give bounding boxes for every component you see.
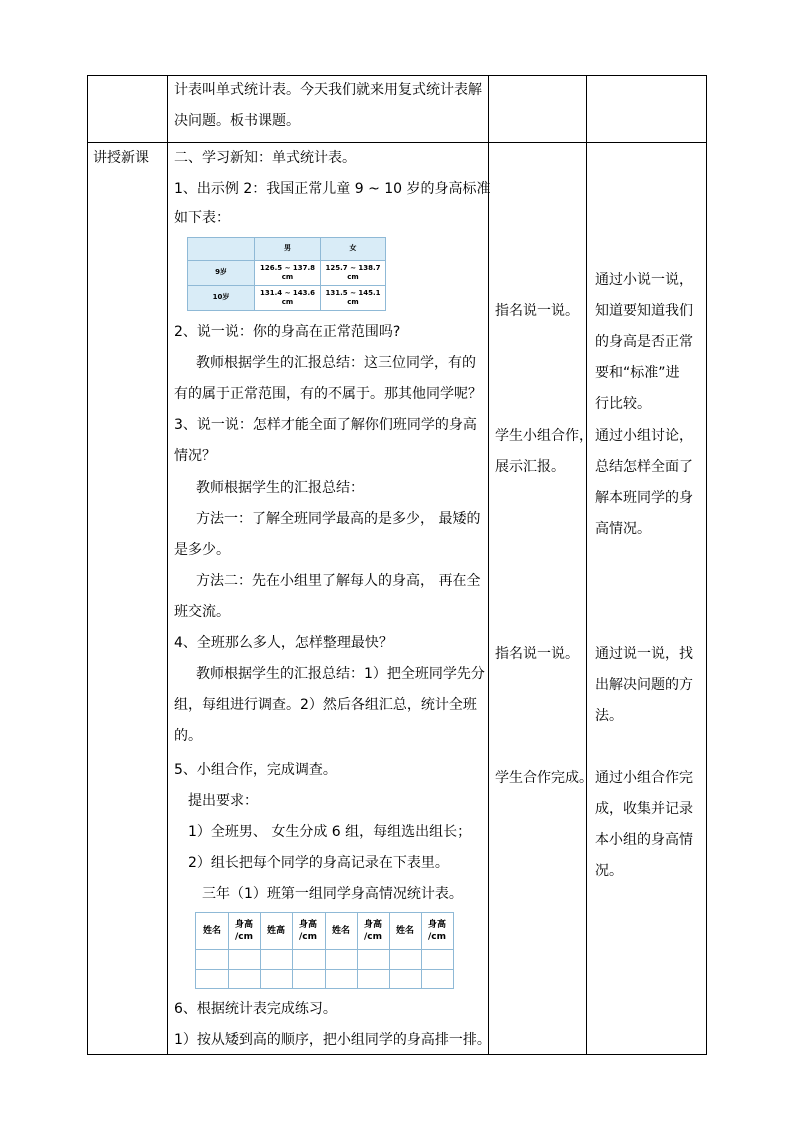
design-intent-i1-line: 通过小说一说， <box>595 272 693 288</box>
grid-line <box>196 949 453 950</box>
student-table-header <box>292 919 324 943</box>
student-table-header <box>325 925 357 937</box>
student-table-header-text: /cm <box>428 932 446 942</box>
question-4: 4、全班那么多人，怎样整理最快？ <box>174 635 393 651</box>
design-intent-i3-line: 出解决问题的方 <box>595 677 693 693</box>
question-3-line-2: 情况？ <box>174 448 216 464</box>
design-intent-i1-line: 知道要知道我们 <box>595 303 693 319</box>
activity-2-line-2: 展示汇报。 <box>495 459 565 475</box>
requirement-2: 2）组长把每个同学的身高记录在下表里。 <box>188 855 449 871</box>
height-standard-table <box>187 237 386 311</box>
requirement-heading: 提出要求： <box>188 793 258 809</box>
method-1-line-1: 方法一：了解全班同学最高的是多少， 最矮的 <box>196 511 481 527</box>
table-divider-1 <box>167 75 168 1055</box>
activity-4: 学生合作完成。 <box>495 770 593 786</box>
cell-female-10 <box>321 289 385 307</box>
grid-line <box>188 285 385 286</box>
design-intent-i1-line: 行比较。 <box>595 396 651 412</box>
student-table-header-text: 身高 <box>427 920 446 930</box>
design-intent-i2-line: 通过小组讨论， <box>595 428 693 444</box>
design-intent-i3-line: 通过说一说，找 <box>595 646 693 662</box>
method-1-line-2: 是多少。 <box>174 542 230 558</box>
question-2-summary-1: 教师根据学生的汇报总结：这三位同学，有的 <box>196 355 476 371</box>
student-table-header-text: 姓名 <box>395 926 414 936</box>
question-3-line-1: 3、说一说：怎样才能全面了解你们班同学的身高 <box>174 417 477 433</box>
cell-female-9 <box>321 264 385 282</box>
student-table-header-text: 身高 <box>298 920 317 930</box>
design-intent-i4-line: 本小组的身高情 <box>595 832 693 848</box>
design-intent-i4-line: 成，收集并记录 <box>595 801 693 817</box>
student-table-header <box>228 919 260 943</box>
table-border-left <box>87 75 88 1055</box>
cell-male-9-range: 126.5 ~ 137.8 <box>259 264 316 272</box>
cell-female-10-unit: cm <box>347 298 359 306</box>
student-table-header <box>357 919 389 943</box>
design-intent-i3-line: 法。 <box>595 708 623 724</box>
design-intent-i2-line: 解本班同学的身 <box>595 490 693 506</box>
cell-female-9-unit: cm <box>347 273 359 281</box>
design-intent-i2-line: 总结怎样全面了 <box>595 459 693 475</box>
example-2-line-2: 如下表： <box>174 210 230 226</box>
table-divider-2 <box>488 75 489 1055</box>
design-intent-i4-line: 通过小组合作完 <box>595 770 693 786</box>
activity-3: 指名说一说。 <box>495 646 579 662</box>
section-label: 讲授新课 <box>93 150 149 166</box>
table-border-right <box>706 75 707 1055</box>
method-2-line-1: 方法二：先在小组里了解每人的身高， 再在全 <box>196 573 481 589</box>
question-6-part-1: 1）按从矮到高的顺序，把小组同学的身高排一排。 <box>174 1032 491 1048</box>
cell-male-9 <box>255 264 320 282</box>
design-intent-i4-line: 况。 <box>595 863 623 879</box>
student-height-table <box>195 912 454 989</box>
student-table-header <box>260 925 292 937</box>
cell-male-10 <box>255 289 320 307</box>
question-4-summary-2: 组，每组进行调查。2）然后各组汇总，统计全班 <box>174 697 477 713</box>
cell-male-9-unit: cm <box>281 273 294 281</box>
requirement-1: 1）全班男、 女生分成 6 组，每组选出组长； <box>188 824 472 840</box>
design-intent-i1-line: 要和“标准”进 <box>595 365 680 381</box>
student-table-header-text: 身高 <box>234 920 253 930</box>
student-table-header-text: /cm <box>299 932 317 942</box>
activity-1: 指名说一说。 <box>495 303 579 319</box>
question-4-summary-3: 的。 <box>174 728 202 744</box>
student-table-header <box>421 919 453 943</box>
question-2: 2、说一说：你的身高在正常范围吗? <box>174 324 401 340</box>
student-table-header-text: /cm <box>235 932 253 942</box>
activity-2-line-1: 学生小组合作， <box>495 428 593 444</box>
row-age-10: 10岁 <box>212 293 230 301</box>
student-table-header-text: 姓名 <box>331 926 350 936</box>
intro-line-2: 决问题。板书课题。 <box>174 113 300 129</box>
grid-line <box>196 969 453 970</box>
design-intent-i2-line: 高情况。 <box>595 521 651 537</box>
grid-line <box>188 260 385 261</box>
question-5: 5、小组合作，完成调查。 <box>174 762 337 778</box>
cell-female-10-range: 131.5 ~ 145.1 <box>325 289 381 297</box>
cell-male-10-range: 131.4 ~ 143.6 <box>259 289 316 297</box>
student-table-header-text: 姓名 <box>202 926 221 936</box>
student-table-header-text: 身高 <box>363 920 382 930</box>
design-intent-i1-line: 的身高是否正常 <box>595 334 693 350</box>
question-4-summary-1: 教师根据学生的汇报总结：1）把全班同学先分 <box>196 666 485 682</box>
header-male: 男 <box>284 244 291 252</box>
student-table-header <box>196 925 228 937</box>
cell-male-10-unit: cm <box>281 298 294 306</box>
question-2-summary-2: 有的属于正常范围，有的不属于。那其他同学呢？ <box>174 386 482 402</box>
student-table-header-text: 姓高 <box>266 926 285 936</box>
example-2-line-1: 1、出示例 2：我国正常儿童 9 ~ 10 岁的身高标准 <box>174 181 491 197</box>
header-female: 女 <box>349 244 357 252</box>
table-divider-3 <box>586 75 587 1055</box>
student-table-header-text: /cm <box>364 932 382 942</box>
cell-female-9-range: 125.7 ~ 138.7 <box>325 264 381 272</box>
method-2-line-2: 班交流。 <box>174 604 230 620</box>
question-6: 6、根据统计表完成练习。 <box>174 1001 337 1017</box>
student-table-header <box>389 925 421 937</box>
intro-line-1: 计表叫单式统计表。今天我们就来用复式统计表解 <box>174 82 482 98</box>
question-3-summary: 教师根据学生的汇报总结： <box>196 480 364 496</box>
student-table-title: 三年（1）班第一组同学身高情况统计表。 <box>202 886 463 902</box>
section-heading: 二、学习新知：单式统计表。 <box>174 150 356 166</box>
row-age-9: 9岁 <box>215 268 227 276</box>
